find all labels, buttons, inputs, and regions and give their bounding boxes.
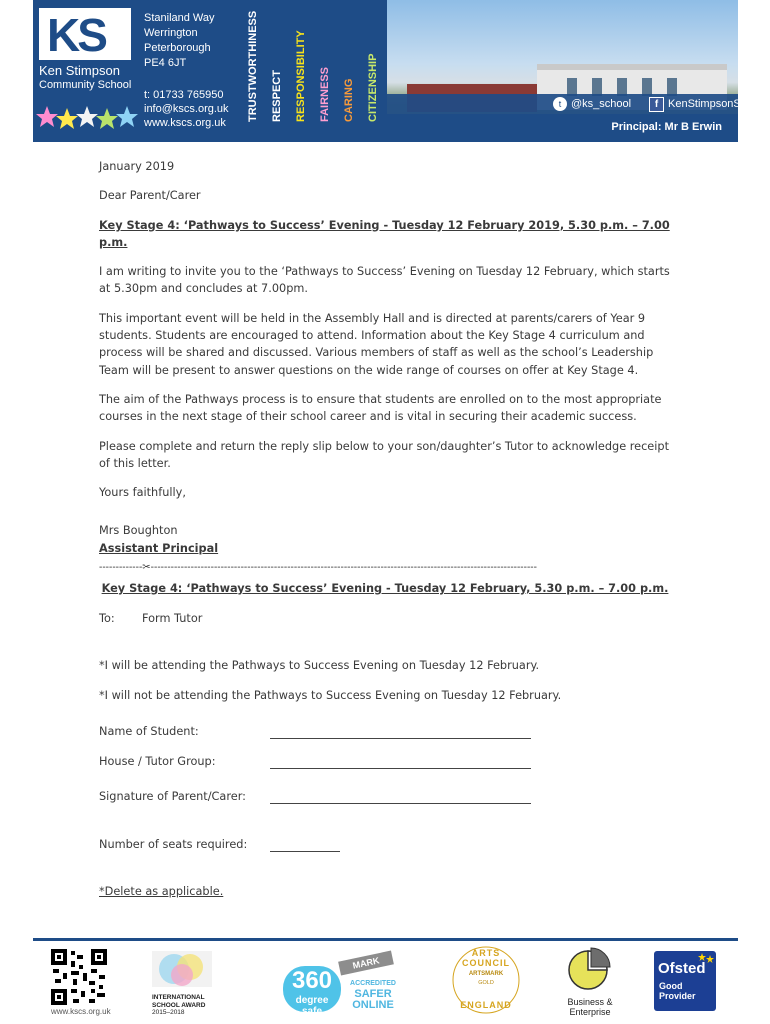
360-degree-safe-logo [283,954,396,1017]
delete-note: *Delete as applicable. [99,885,224,898]
ofsted-line: Provider [659,991,696,1001]
safer-line: ONLINE [352,999,394,1011]
tutor-group-field[interactable] [270,768,531,769]
to-row [99,610,671,627]
field-label-student-name: Name of Student: [99,725,199,738]
address-line: Werrington [144,27,198,39]
value-fairness: FAIRNESS [319,66,331,122]
school-logo [39,8,131,60]
twitter-handle[interactable]: @ks_school [571,98,632,110]
arts-council-bottom: ENGLAND [460,1000,512,1010]
paragraph: Please complete and return the reply slip below to your son/daughter’s Tutor to acknowledge receipt of this letter. [99,439,669,470]
letterhead [33,0,768,142]
isa-graphic-icon [152,951,212,987]
business-pie-icon [561,948,619,992]
artsmark-text: ARTSMARK [468,971,504,977]
arts-council-top: ARTS COUNCIL [462,948,510,968]
school-contact [144,88,229,130]
principal-name: Principal: Mr B Erwin [611,121,722,133]
ofsted-good-provider-logo [654,951,716,1011]
reply-slip [99,580,671,597]
ofsted-line: Good [659,981,683,991]
address-line: Staniland Way [144,12,215,24]
isa-line: 2015–2018 [152,1009,185,1016]
footer-rule [33,938,738,941]
value-responsibility: RESPONSIBILITY [295,30,307,122]
international-school-award-logo [152,951,212,1016]
ofsted-name: Ofsted [658,960,706,977]
address-line: Peterborough [144,42,211,54]
qr-code-icon [51,949,107,1005]
cut-here-line: -------------✂-------------------------------------------------------------------------------------------------------------------- [99,562,537,573]
phone-number: t: 01733 765950 [144,89,224,101]
field-label-tutor-group: House / Tutor Group: [99,755,216,768]
school-values-panel [239,0,387,142]
signatory-title: Assistant Principal [99,541,219,555]
salutation: Dear Parent/Carer [99,189,201,203]
safer-line: ACCREDITED [350,980,396,987]
arts-council-artsmark-logo [450,944,522,1016]
mark-badge: MARK [338,951,394,976]
option-not-attending[interactable]: *I will not be attending the Pathways to Success Evening on Tuesday 12 February. [99,689,562,702]
letter-body [99,158,671,557]
footer-website[interactable]: www.kscs.org.uk [51,1007,111,1016]
twitter-icon: t [553,97,567,111]
signatory-name: Mrs Boughton [99,524,178,538]
school-subtitle: Community School [39,79,132,91]
paragraph: I am writing to invite you to the ‘Pathways to Success’ Evening on Tuesday 12 February, which starts at 5.30pm and concludes at 7.00pm. [99,265,670,296]
business-enterprise-logo [561,948,619,1017]
paragraph: The aim of the Pathways process is to ensure that students are enrolled on to the most appropriate courses in the next stage of their school career and is vital in securing their academic success. [99,392,662,424]
school-identity-panel [33,0,239,142]
value-trustworthiness: TRUSTWORTHINESS [247,10,259,122]
field-label-signature: Signature of Parent/Carer: [99,790,246,803]
email-address[interactable]: info@kscs.org.uk [144,103,229,115]
option-attending[interactable]: *I will be attending the Pathways to Success Evening on Tuesday 12 February. [99,659,540,672]
signature-field[interactable] [270,803,531,804]
closing: Yours faithfully, [99,486,186,500]
logo-text: KS [47,9,105,61]
decorative-stars-icon [37,104,137,132]
isa-line: SCHOOL AWARD [152,1001,206,1009]
value-citizenship: CITIZENSHIP [367,53,379,122]
value-respect: RESPECT [271,70,283,122]
degree-number: 360 [291,967,333,994]
school-address [144,11,239,71]
ofsted-stars-icon [698,953,714,965]
address-line: PE4 6JT [144,57,187,69]
facebook-icon: f [649,97,664,112]
paragraph: This important event will be held in the Assembly Hall and is directed at parents/carers of Year 9 students. Students are encouraged to attend. Information about the Key Stage 4 curriculum and process will be shared and discussed. Various members of staff as well as the school’s Leadership Team will be present to answer questions on the wide range of courses on offer at Key Stage 4. [99,311,654,377]
to-value: Form Tutor [142,612,203,625]
business-line: Enterprise [569,1007,611,1017]
letter-date: January 2019 [99,160,175,173]
isa-line: INTERNATIONAL [152,994,205,1001]
business-line: Business & [567,997,613,1007]
letter-subject: Key Stage 4: ‘Pathways to Success’ Evening - Tuesday 12 February 2019, 5.30 p.m. – 7.00 p.m. [99,218,670,249]
seats-field[interactable] [270,851,340,852]
artsmark-level: GOLD [478,980,494,986]
student-name-field[interactable] [270,738,531,739]
reply-slip-title: Key Stage 4: ‘Pathways to Success’ Evening - Tuesday 12 February, 5.30 p.m. – 7.00 p.m. [101,582,669,595]
school-name: Ken Stimpson [39,63,120,78]
school-building-photo [387,0,768,142]
facebook-handle[interactable]: KenStimpsonSchool [668,98,768,110]
website-link[interactable]: www.kscs.org.uk [144,117,226,129]
to-label: To: [99,612,115,625]
safer-line: SAFER [354,988,392,1000]
value-caring: CARING [343,78,355,122]
field-label-seats: Number of seats required: [99,838,248,851]
degree-text: degree safe [295,995,329,1017]
